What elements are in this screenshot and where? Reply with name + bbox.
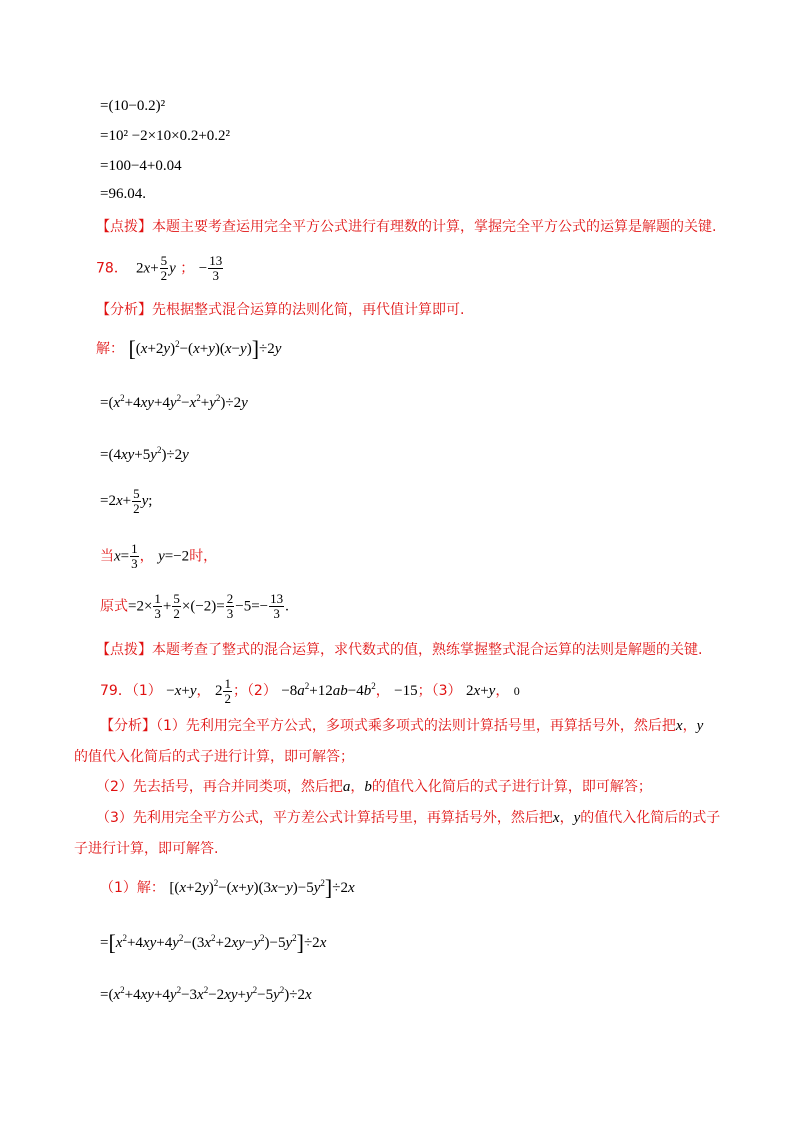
solution-78-result: 原式=2× $\frac{1}{3}$ + $\frac{5}{2}$ ×(−2)= $\frac{2}{3}$ −5=− $\frac{13}{3}$ . bbox=[100, 591, 289, 621]
question-78: 78． 2x+ $\frac{5}{2}$ y ； − $\frac{13}{3}$ bbox=[96, 253, 223, 283]
frac-13-3: $\frac{13}{3}$ bbox=[209, 253, 223, 283]
calc-line-2: =10² −2×10×0.2+0.2² bbox=[100, 128, 231, 144]
solution-79-line-1: （1）解： $[(x+2y)^2-(x+y)(3x-y)-5y^2]\div 2x$ bbox=[100, 875, 355, 900]
solution-79-line-2: $=[x^2+4xy+4y^2-(3x^2+2xy-y^2)-5y^2]\div 2x$ bbox=[100, 930, 327, 955]
solution-78-line-2: $=(x^2+4xy+4y^2-x^2+y^2)\div 2y$ bbox=[100, 393, 248, 411]
question-79: 79．（1） −x+y， 2 $\frac{1}{2}$ ；$(2) -8a^2+12ab-4b^2$， −15；（3） 2x+y， 0 bbox=[100, 675, 520, 706]
solution-79-line-3: $=(x^2+4xy+4y^2-3x^2-2xy+y^2-5y^2)\div 2x$ bbox=[100, 985, 312, 1003]
analysis-79-line-4: （3）先利用完全平方公式，平方差公式计算括号里，再算括号外，然后把x，y的值代入化简后的式子 bbox=[96, 810, 721, 826]
solution-78-when: 当x= $\frac{1}{3}$ ， y=−2时， bbox=[100, 541, 218, 571]
analysis-79-line-5: 子进行计算，即可解答. bbox=[74, 841, 219, 857]
solution-78-line-3: $=(4xy+5y^2)\div 2y$ bbox=[100, 445, 189, 463]
calc-line-4: =96.04. bbox=[100, 186, 146, 202]
analysis-79-line-1: 【分析】（1）先利用完全平方公式，多项式乘多项式的法则计算括号里，再算括号外，然后把x，y bbox=[100, 718, 704, 734]
solution-78-line-1: 解： $[(x+2y)^2-(x+y)(x-y)]\div 2y$ bbox=[96, 336, 282, 361]
solution-78-line-4: =2x+ $\frac{5}{2}$ y; bbox=[100, 486, 153, 516]
calc-line-1: =(10−0.2)² bbox=[100, 98, 166, 114]
calc-line-3: =100−4+0.04 bbox=[100, 158, 182, 174]
analysis-79-line-2: 的值代入化简后的式子进行计算，即可解答； bbox=[74, 749, 354, 765]
analysis-78: 【分析】先根据整式混合运算的法则化简，再代值计算即可. bbox=[96, 302, 465, 318]
analysis-79-line-3: （2）先去括号，再合并同类项，然后把a，b的值代入化简后的式子进行计算，即可解答； bbox=[96, 779, 652, 795]
tip-1: 【点拨】本题主要考查运用完全平方公式进行有理数的计算，掌握完全平方公式的运算是解题的关键. bbox=[96, 219, 717, 235]
tip-2: 【点拨】本题考查了整式的混合运算，求代数式的值，熟练掌握整式混合运算的法则是解题的关键. bbox=[96, 642, 703, 658]
frac-5-2: $\frac{5}{2}$ bbox=[160, 253, 168, 283]
